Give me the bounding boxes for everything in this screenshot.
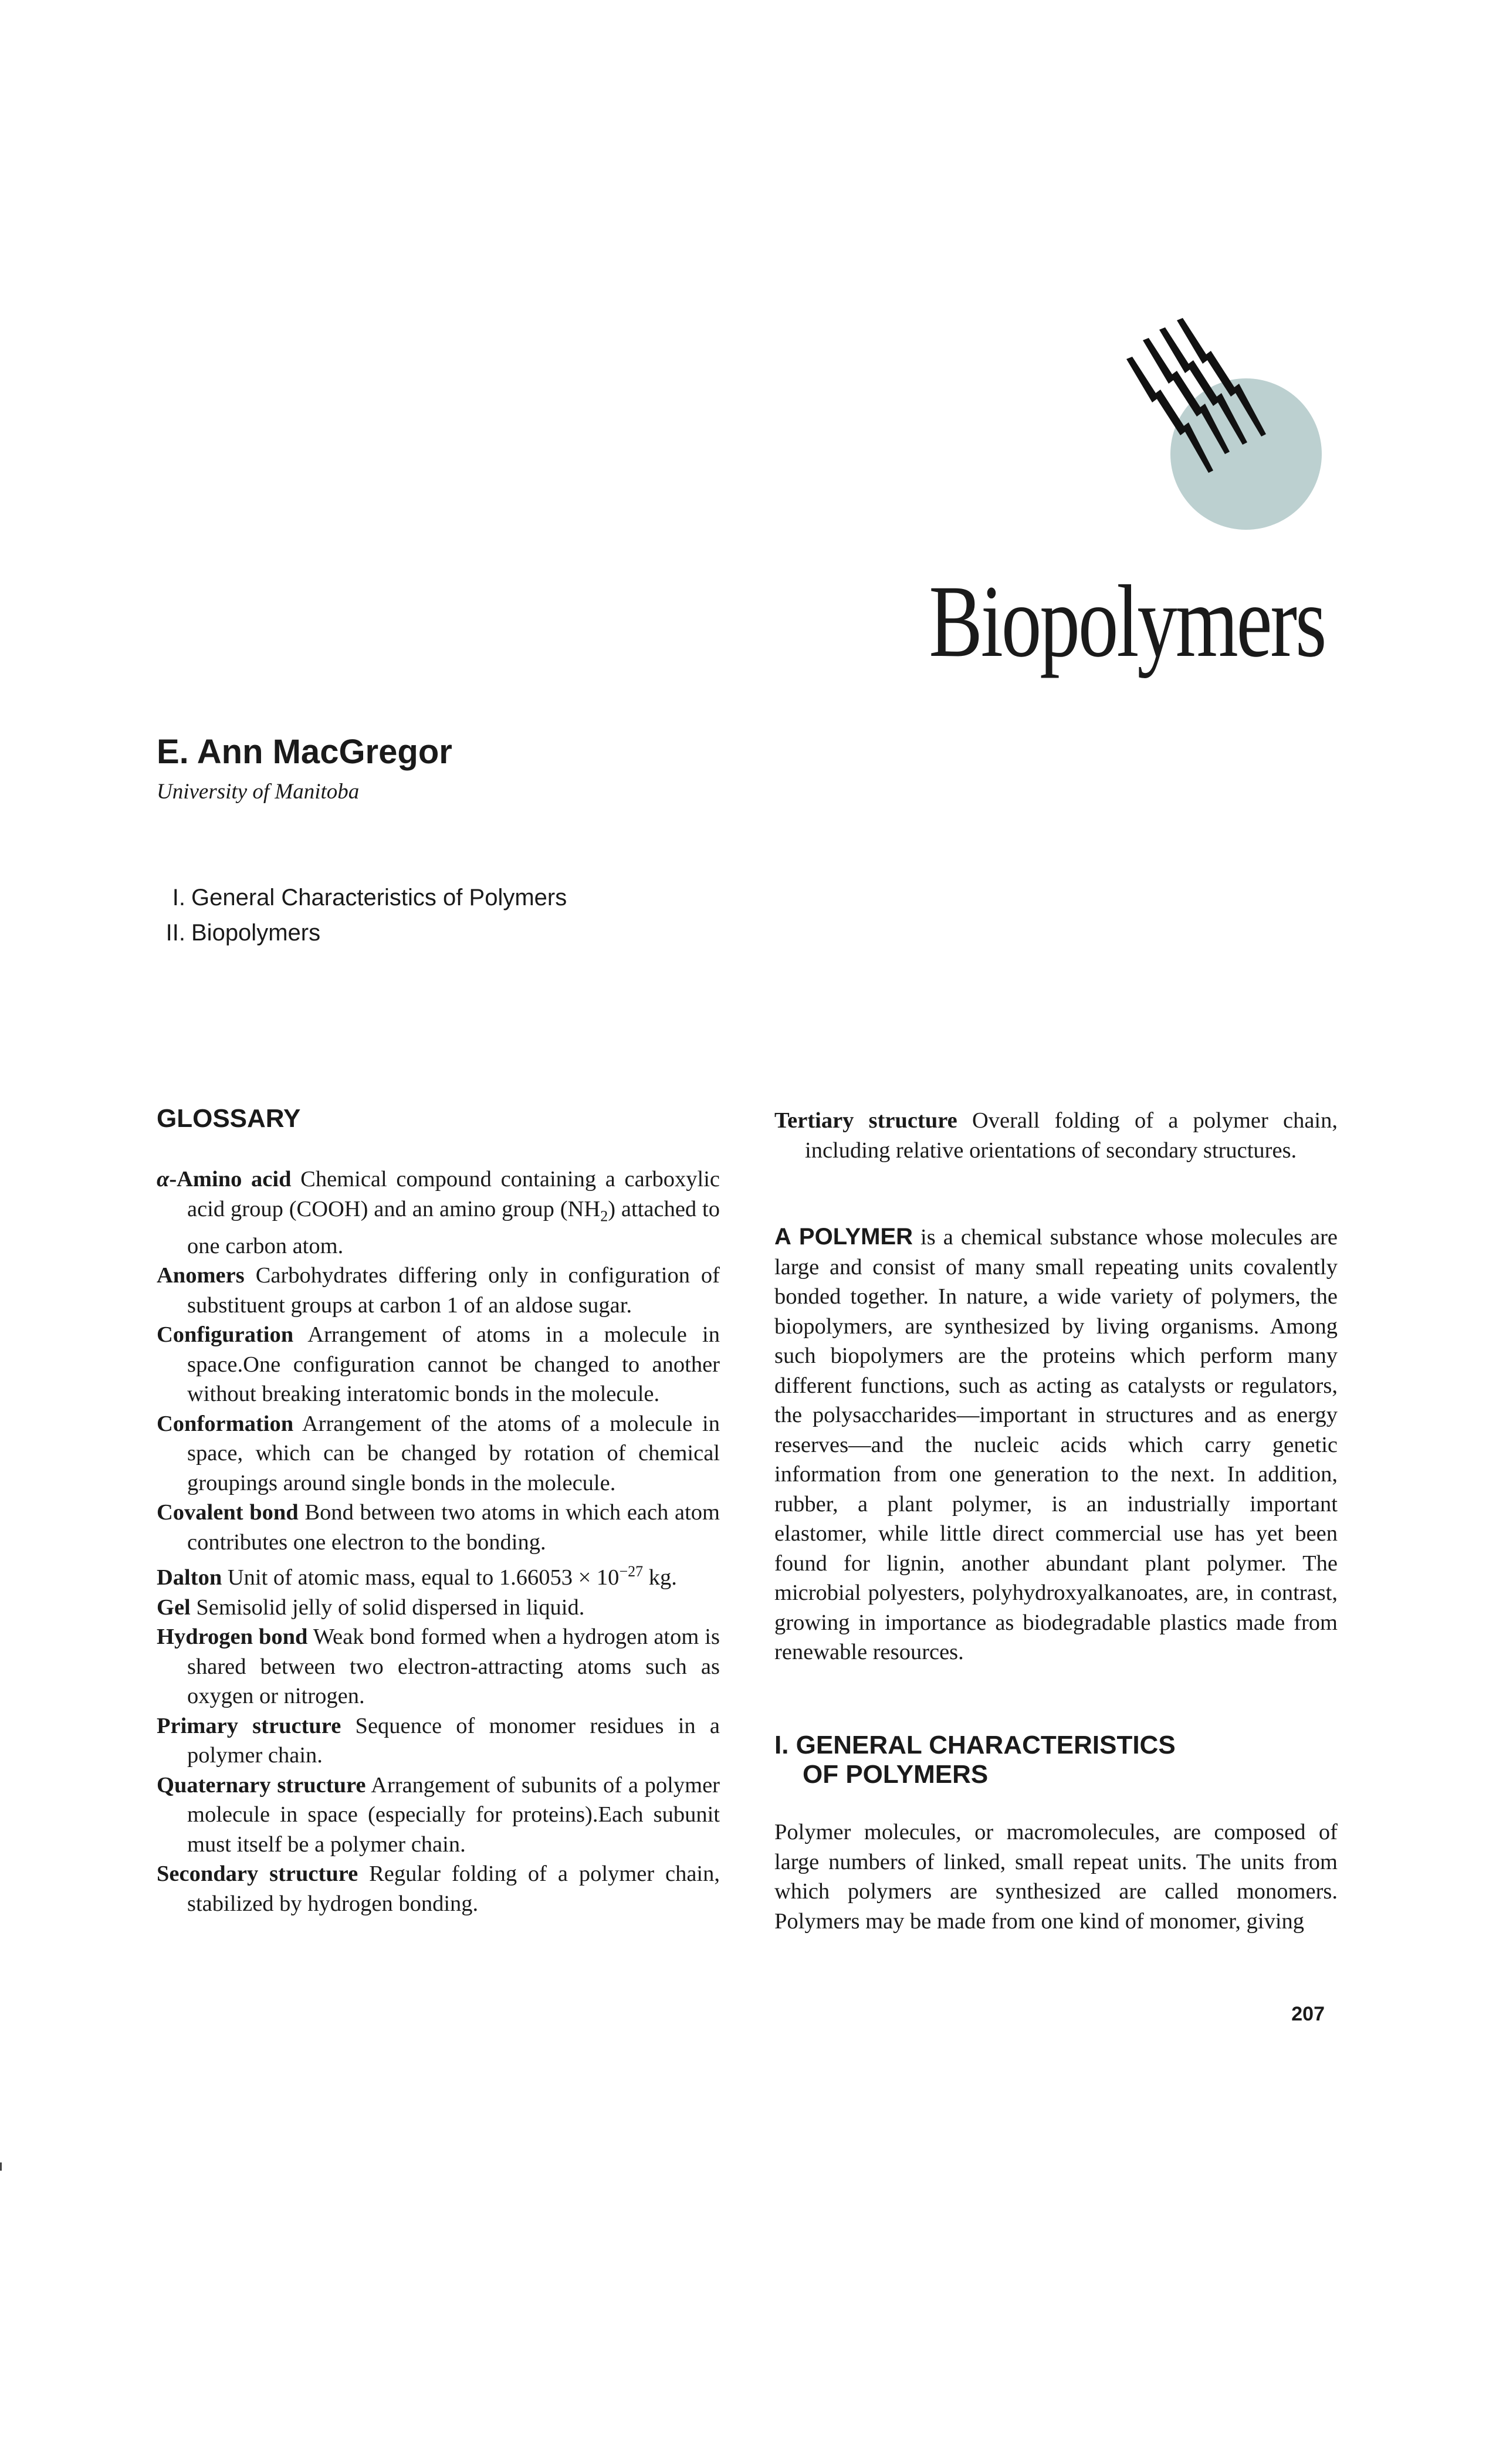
glossary-term: Quaternary structure — [157, 1772, 366, 1798]
toc-label: Biopolymers — [191, 920, 321, 946]
glossary-term: Dalton — [157, 1565, 222, 1590]
glossary-term: Primary structure — [157, 1713, 341, 1738]
toc-label: General Characteristics of Polymers — [191, 885, 567, 911]
glossary-term: Gel — [157, 1595, 191, 1620]
glossary-definition: Unit of atomic mass, equal to $1.66053 \times 10^{-27}$ kg. — [227, 1563, 677, 1590]
section-heading-line1: I. GENERAL CHARACTERISTICS — [774, 1731, 1176, 1759]
glossary-definition: Semisolid jelly of solid dispersed in liquid. — [196, 1595, 585, 1620]
glossary-entry — [157, 1498, 720, 1557]
glossary-entry — [157, 1409, 720, 1498]
toc-number: II. — [165, 920, 185, 946]
article-title: Biopolymers — [929, 564, 1325, 679]
toc-number: I. — [172, 885, 185, 911]
glossary-entry — [157, 1557, 720, 1592]
glossary-definition: Sequence of monomer residues in a polymer chain. — [187, 1713, 720, 1768]
glossary-definition: Regular folding of a polymer chain, stabilized by hydrogen bonding. — [187, 1861, 720, 1916]
author-affiliation: University of Manitoba — [157, 780, 360, 804]
lightning-bolts-icon — [1115, 317, 1361, 551]
glossary-term: Hydrogen bond — [157, 1624, 308, 1650]
glossary-list-continued — [774, 1106, 1338, 1165]
glossary-term: Tertiary structure — [774, 1108, 957, 1133]
glossary-definition: Arrangement of the atoms of a molecule in space, which can be changed by rotation of chemical groupings around single bonds in the molecule. — [187, 1411, 720, 1495]
glossary-list — [157, 1165, 720, 1918]
section-heading — [774, 1731, 1338, 1789]
author-name: E. Ann MacGregor — [157, 733, 452, 771]
scan-edge-mark — [0, 2162, 2, 2171]
section-heading-line2: OF POLYMERS — [803, 1760, 989, 1789]
glossary-term: Configuration — [157, 1322, 294, 1348]
glossary-entry — [157, 1711, 720, 1771]
glossary-term: Anomers — [157, 1263, 245, 1288]
glossary-entry — [774, 1106, 1338, 1165]
glossary-entry — [157, 1320, 720, 1409]
glossary-term: Secondary structure — [157, 1861, 358, 1887]
intro-lead: A POLYMER — [774, 1224, 913, 1250]
glossary-term: Conformation — [157, 1411, 294, 1436]
glossary-definition: Chemical compound containing a carboxylic acid group (COOH) and an amino group $(NH_2)$ attached to one carbon atom. — [187, 1167, 720, 1258]
glossary-entry — [157, 1261, 720, 1320]
glossary-entry — [157, 1165, 720, 1261]
glossary-definition: Bond between two atoms in which each atom contributes one electron to the bonding. — [187, 1500, 720, 1555]
toc-item[interactable] — [141, 880, 567, 915]
glossary-definition: Weak bond formed when a hydrogen atom is shared between two electron-attracting atoms such as oxygen or nitrogen. — [187, 1624, 720, 1709]
glossary-term: Covalent bond — [157, 1500, 299, 1525]
glossary-term: α-Amino acid — [157, 1167, 292, 1192]
section-body: Polymer molecules, or macromolecules, are composed of large numbers of linked, small repeat units. The units from which polymers are synthesized are called monomers. Polymers may be made from one kind of monomer, giving — [774, 1820, 1338, 1934]
intro-text: is a chemical substance whose molecules are large and consist of many small repeating units covalently bonded together. In nature, a wide variety of polymers, the biopolymers, are synthesized by living organisms. Among such biopolymers are the proteins which perform many different functions, such as acting as catalysts or regulators, the polysaccharides—important in structures and as energy reserves—and the nucleic acids which carry genetic information from one generation to the next. In addition, rubber, a plant polymer, is an industrially important elastomer, while little direct commercial use has yet been found for lignin, another abundant plant polymer. The microbial polyesters, polyhydroxyalkanoates, are, in contrast, growing in importance as biodegradable plastics made from renewable resources. — [774, 1225, 1338, 1664]
glossary-definition: Arrangement of atoms in a molecule in space.One configuration cannot be changed to another without breaking interatomic bonds in the molecule. — [187, 1322, 720, 1407]
glossary-entry — [157, 1593, 720, 1623]
chapter-logo — [1115, 317, 1361, 551]
toc-item[interactable] — [141, 915, 567, 950]
intro-paragraph — [774, 1222, 1338, 1667]
glossary-heading: GLOSSARY — [157, 1104, 301, 1133]
table-of-contents — [141, 880, 567, 950]
glossary-entry — [157, 1859, 720, 1918]
glossary-definition: Carbohydrates differing only in configuration of substituent groups at carbon 1 of an aldose sugar. — [187, 1263, 720, 1318]
glossary-entry — [157, 1622, 720, 1711]
glossary-definition: Arrangement of subunits of a polymer molecule in space (especially for proteins).Each subunit must itself be a polymer chain. — [187, 1772, 720, 1857]
page-number: 207 — [1291, 2003, 1325, 2025]
glossary-entry — [157, 1771, 720, 1860]
glossary-definition: Overall folding of a polymer chain, including relative orientations of secondary structures. — [805, 1108, 1338, 1163]
